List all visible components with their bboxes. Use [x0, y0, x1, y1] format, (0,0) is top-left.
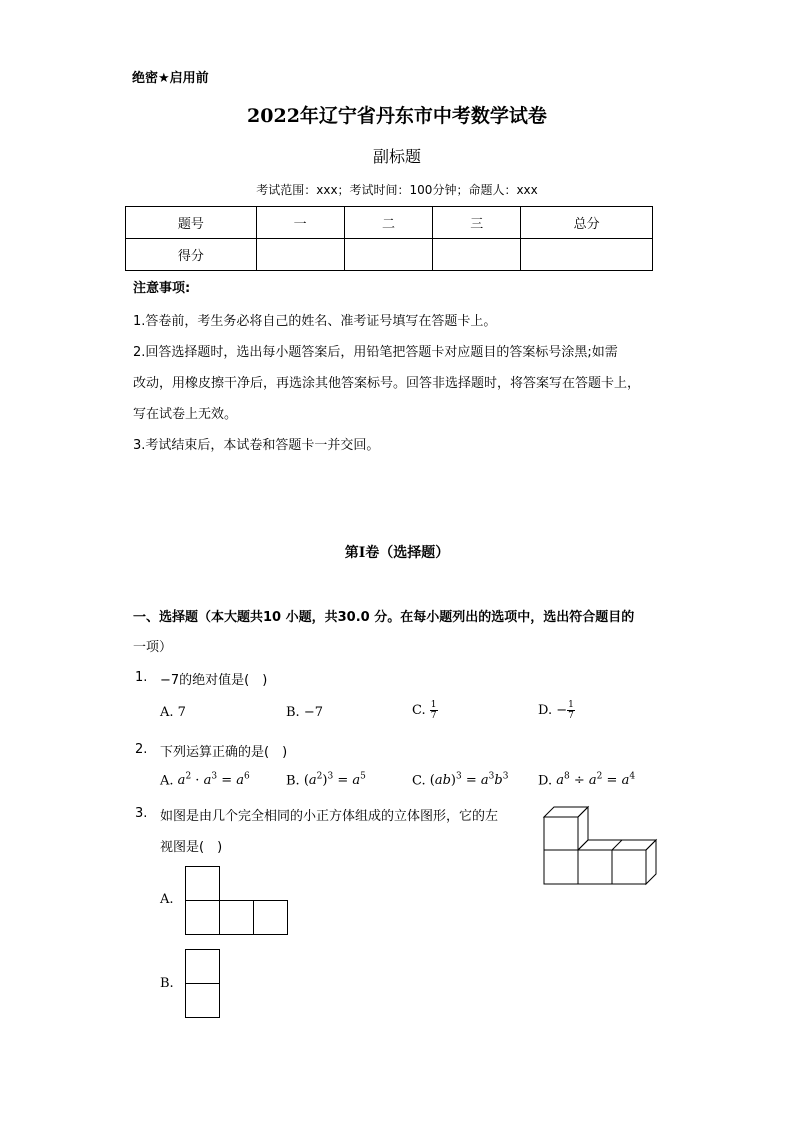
cube-face — [578, 850, 612, 884]
option-value: −7 — [303, 705, 323, 720]
section-title: 第I卷（选择题） — [344, 545, 450, 561]
square — [254, 901, 288, 935]
table-row — [126, 207, 653, 239]
formula: $(ab)^3 = a^3b^3$ — [429, 772, 509, 789]
q1-option-c — [412, 700, 438, 721]
notice-item-2-line1: 2.回答选择题时，选出每小题答案后，用铅笔把答题卡对应题目的答案标号涂黑;如需 — [133, 345, 618, 360]
exam-subtitle: 副标题 — [372, 147, 421, 166]
option-label: D. — [538, 703, 553, 718]
numerator: 1 — [568, 700, 574, 710]
cube-face — [544, 850, 578, 884]
option-label: B. — [286, 773, 300, 789]
square — [186, 867, 220, 901]
option-label: A. — [160, 705, 174, 720]
q3-option-b-label: B. — [160, 976, 174, 991]
formula: $a^8 \div a^2 = a^4$ — [556, 772, 636, 789]
q3-option-a-figure — [185, 866, 289, 936]
q3-option-a-label: A. — [160, 892, 174, 907]
option-label: C. — [412, 703, 426, 718]
cube-side — [646, 840, 656, 884]
table-cell: 总分 — [521, 207, 653, 239]
option-label: B. — [286, 705, 300, 720]
table-cell: 三 — [433, 207, 521, 239]
notice-item-2-line3: 写在试卷上无效。 — [133, 407, 238, 422]
denominator: 7 — [430, 711, 437, 721]
question-3-text-line1: 如图是由几个完全相同的小正方体组成的立体图形，它的左 — [160, 809, 499, 824]
q1-option-b — [286, 705, 323, 720]
question-3-text-line2: 视图是( ) — [160, 840, 223, 855]
q2-option-d — [538, 772, 635, 788]
notice-item-3: 3.考试结束后，本试卷和答题卡一并交回。 — [133, 438, 380, 453]
minus-sign: − — [556, 703, 568, 718]
cube-side — [578, 807, 588, 850]
cube-top — [544, 807, 588, 817]
question-number: 2. — [135, 742, 148, 757]
score-cell — [433, 239, 521, 271]
cube-top — [578, 840, 622, 850]
q1-option-a — [160, 705, 186, 720]
score-cell — [256, 239, 344, 271]
option-label: A. — [160, 773, 174, 789]
option-value: 7 — [177, 705, 186, 720]
square — [186, 984, 220, 1018]
notice-item-2-line2: 改动，用橡皮擦干净后，再选涂其他答案标号。回答非选择题时，将答案写在答题卡上， — [133, 376, 641, 391]
score-cell — [344, 239, 433, 271]
question-1-text: −7的绝对值是( ) — [160, 673, 268, 688]
notice-heading: 注意事项: — [133, 281, 191, 296]
part-heading-line2: 一项） — [133, 640, 173, 655]
question-number: 1. — [135, 670, 148, 685]
denominator: 7 — [568, 711, 574, 721]
q2-option-a — [160, 772, 250, 788]
score-table — [125, 206, 653, 271]
classified-label: 绝密★启用前 — [132, 71, 209, 86]
q2-option-c — [412, 772, 508, 788]
fraction — [430, 700, 438, 721]
cube-face — [544, 817, 578, 850]
q3-option-b-figure — [185, 949, 221, 1019]
numerator: 1 — [430, 700, 437, 710]
q1-option-d — [538, 700, 575, 721]
table-cell: 一 — [256, 207, 344, 239]
part-heading-line1: 一、选择题（本大题共10 小题，共30.0 分。在每小题列出的选项中，选出符合题目的 — [133, 610, 635, 625]
table-row — [126, 239, 653, 271]
exam-info: 考试范围：xxx；考试时间：100分钟；命题人：xxx — [256, 183, 538, 197]
cube-face — [612, 850, 646, 884]
square — [220, 901, 254, 935]
notice-item-1: 1.答卷前，考生务必将自己的姓名、准考证号填写在答题卡上。 — [133, 314, 497, 329]
q2-option-b — [286, 772, 366, 788]
formula: $a^2 \cdot a^3 = a^6$ — [177, 772, 250, 789]
cube-figure — [540, 800, 664, 890]
option-label: D. — [538, 773, 553, 789]
table-cell: 二 — [344, 207, 433, 239]
square — [186, 901, 220, 935]
table-cell: 题号 — [126, 207, 257, 239]
fraction — [567, 700, 575, 721]
exam-title: 2022年辽宁省丹东市中考数学试卷 — [247, 105, 547, 127]
formula: $(a^2)^3 = a^5$ — [303, 772, 366, 789]
option-label: C. — [412, 773, 426, 789]
table-cell: 得分 — [126, 239, 257, 271]
question-2-text: 下列运算正确的是( ) — [160, 745, 288, 760]
square — [186, 950, 220, 984]
question-number: 3. — [135, 806, 148, 821]
score-cell — [521, 239, 653, 271]
